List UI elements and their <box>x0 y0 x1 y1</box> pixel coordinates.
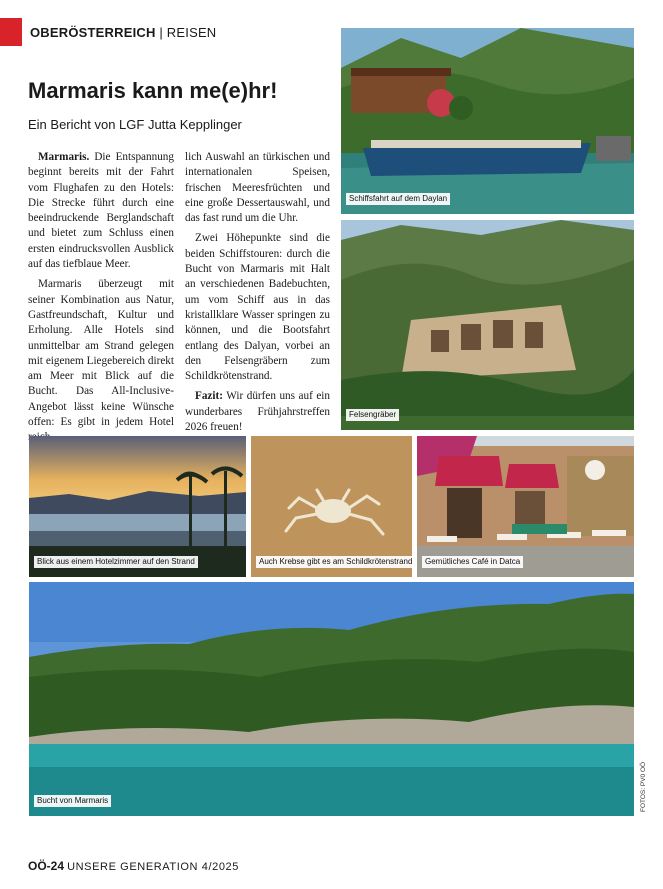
page-footer <box>28 860 239 873</box>
article-paragraph: Zwei Höhepunkte sind die beiden Schiffstouren: durch die Bucht von Marmaris mit Halt an verschiedenen Badebuchten, um vom Schiff aus in das kristallklare Wasser springen zu können, und die Bootsfahrt entlang des Dalyan, vorbei an den Felsengräbern zum Schildkrötenstrand. <box>185 232 330 383</box>
photo-credit: FOTOS: PV0 OÖ <box>640 761 647 812</box>
section-label-region: OBERÖSTERREICH <box>30 25 156 40</box>
page-number: OÖ-24 <box>28 859 65 873</box>
photo-boat-river <box>341 28 634 214</box>
paragraph-text: Wir dürfen uns auf ein wunderbares Frühjahrstreffen 2026 freuen! <box>185 390 330 434</box>
photo-cafe <box>417 436 634 577</box>
article-headline: Marmaris kann me(e)hr! <box>28 78 278 103</box>
conclusion-lead: Fazit: <box>195 390 223 403</box>
photo-crab-sand <box>251 436 412 577</box>
photo-caption: Auch Krebse gibt es am Schildkrötenstrand <box>256 556 412 568</box>
photo-caption: Felsengräber <box>346 409 399 421</box>
photo-caption: Schiffsfahrt auf dem Daylan <box>346 193 450 205</box>
photo-caption: Blick aus einem Hotelzimmer auf den Strand <box>34 556 198 568</box>
article-column-1 <box>28 150 174 446</box>
photo-caption: Gemütliches Café in Datca <box>422 556 523 568</box>
photo-bay <box>29 582 634 816</box>
photo-rock-tombs <box>341 220 634 430</box>
article-byline: Ein Bericht von LGF Jutta Kepplinger <box>28 117 242 132</box>
article-paragraph <box>185 389 330 435</box>
dateline: Marmaris. <box>38 151 90 163</box>
section-label-topic: REISEN <box>166 25 217 40</box>
paragraph-text: Die Entspannung beginnt bereits mit der Fahrt vom Flughafen zu den Hotels: Die Strecke führt durch eine beeindruckende Berglandschaft und bietet zum Schluss einen ersten eindrucksvollen Ausblick auf das tiefblaue Meer. <box>28 151 174 271</box>
photo-sunset-beach <box>29 436 246 577</box>
article-column-2 <box>185 150 330 435</box>
publication-name: UNSERE GENERATION 4/2025 <box>67 861 239 873</box>
section-label-separator: | <box>155 25 167 40</box>
photo-caption: Bucht von Marmaris <box>34 795 111 807</box>
section-color-tab <box>0 18 22 46</box>
article-paragraph <box>28 150 174 272</box>
article-paragraph: lich Auswahl an türkischen und internationalen Speisen, frischen Meeresfrüchten und eine große Dessertauswahl, und das fast rund um die Uhr. <box>185 151 330 225</box>
section-label <box>30 26 216 39</box>
article-paragraph: Marmaris überzeugt mit seiner Kombination aus Natur, Gastfreundschaft, Kultur und Erholung. Alle Hotels sind unmittelbar am Strand gelegen mit eigenem Liegebereich direkt am Meer mit Blick auf die Bucht. Das All-Inclusive-Angebot lässt keine Wünsche offen: Es gibt in jedem Hotel <box>28 278 174 429</box>
